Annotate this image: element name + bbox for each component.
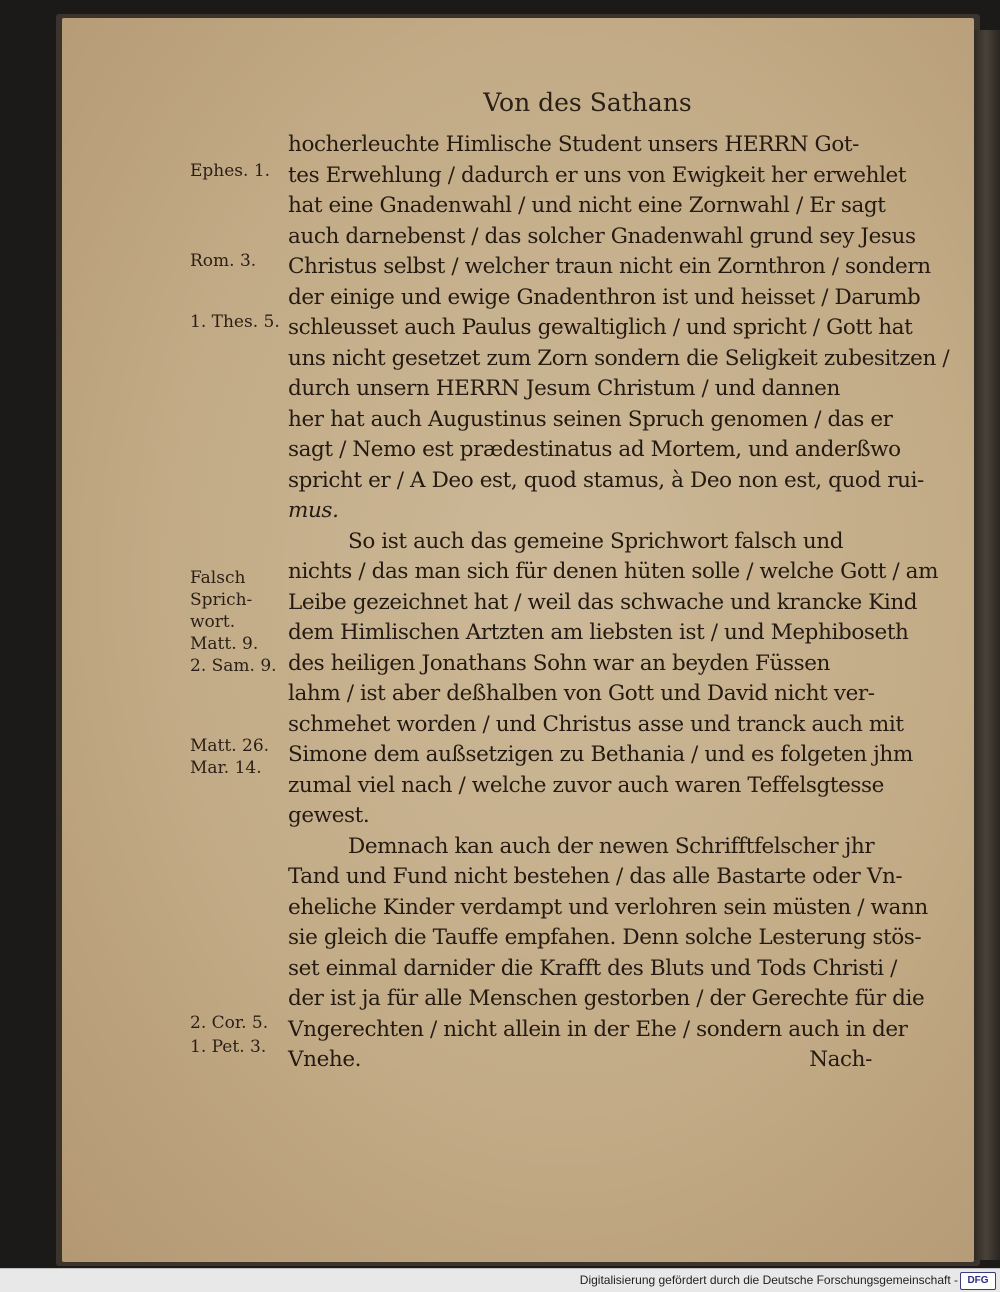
text-line: sie gleich die Tauffe empfahen. Denn solche Lesterung stös-: [288, 925, 922, 950]
text-line: Tand und Fund nicht bestehen / das alle Bastarte oder Vn-: [288, 864, 903, 889]
dfg-logo: DFG: [960, 1272, 996, 1290]
paragraph-start: Demnach kan auch der newen Schrifftfelscher jhr: [348, 833, 875, 859]
text-line: der ist ja für alle Menschen gestorben / der Gerechte für die: [288, 986, 925, 1011]
margin-note: Sprich-: [190, 590, 253, 610]
text-line: zumal viel nach / welche zuvor auch waren Teffelsgtesse: [288, 772, 884, 798]
text-line: der einige und ewige Gnadenthron ist und heisset / Darumb: [288, 284, 921, 310]
text-line: lahm / ist aber deßhalben von Gott und David nicht ver-: [288, 681, 875, 706]
text-line: spricht er / A Deo est, quod stamus, à Deo non est, quod rui-: [288, 467, 924, 493]
catchword: Nach-: [809, 1047, 872, 1072]
text-line: schleusset auch Paulus gewaltiglich / und spricht / Gott hat: [288, 315, 913, 340]
book-spine: [972, 30, 1000, 1260]
margin-note: Ephes. 1.: [190, 161, 271, 181]
text-line: nichts / das man sich für denen hüten solle / welche Gott / am: [288, 559, 939, 584]
text-line: her hat auch Augustinus seinen Spruch genomen / das er: [288, 406, 893, 432]
text-line: dem Himlischen Artzten am liebsten ist / und Mephiboseth: [288, 620, 909, 645]
text-line: hat eine Gnadenwahl / und nicht eine Zornwahl / Er sagt: [288, 193, 886, 218]
last-line: [288, 1045, 872, 1076]
text-line: Vngerechten / nicht allein in der Ehe / sondern auch in der: [288, 1016, 908, 1042]
text-line: tes Erwehlung / dadurch er uns von Ewigkeit her erwehlet: [288, 162, 907, 188]
text-line: Christus selbst / welcher traun nicht ein Zornthron / sondern: [288, 254, 931, 279]
text-line: uns nicht gesetzet zum Zorn sondern die Seligkeit zubesitzen /: [288, 345, 950, 371]
running-head: Von des Sathans: [483, 88, 692, 117]
margin-note: 1. Pet. 3.: [190, 1037, 267, 1057]
digitization-footer: [0, 1268, 1000, 1292]
body-text: [288, 130, 950, 1076]
margin-note: Matt. 9.: [190, 634, 259, 654]
text-line: gewest.: [288, 803, 370, 828]
text-line: mus.: [288, 498, 339, 523]
text-line: auch darnebenst / das solcher Gnadenwahl grund sey Jesus: [288, 223, 916, 249]
margin-note: 1. Thes. 5.: [190, 312, 280, 332]
margin-note: 2. Sam. 9.: [190, 656, 277, 676]
footer-credit: Digitalisierung gefördert durch die Deutsche Forschungsgemeinschaft -: [579, 1273, 958, 1287]
margin-note: Rom. 3.: [190, 251, 257, 271]
paragraph-start: So ist auch das gemeine Sprichwort falsch und: [348, 528, 844, 554]
margin-note: wort.: [190, 612, 236, 632]
text-line: set einmal darnider die Krafft des Bluts und Tods Christi /: [288, 955, 897, 981]
text-line: hocherleuchte Himlische Student unsers HERRN Got-: [288, 132, 859, 157]
margin-note: Matt. 26.: [190, 736, 270, 756]
text-line: eheliche Kinder verdampt und verlohren sein müsten / wann: [288, 894, 928, 920]
margin-note: Falsch: [190, 568, 246, 588]
margin-note: Mar. 14.: [190, 758, 262, 778]
text-line: durch unsern HERRN Jesum Christum / und dannen: [288, 376, 840, 401]
text-line: sagt / Nemo est prædestinatus ad Mortem, und anderßwo: [288, 437, 901, 462]
margin-note: 2. Cor. 5.: [190, 1013, 269, 1033]
text-line: schmehet worden / und Christus asse und tranck auch mit: [288, 711, 904, 737]
text-line: Leibe gezeichnet hat / weil das schwache und krancke Kind: [288, 589, 918, 615]
text-line: Simone dem außsetzigen zu Bethania / und es folgeten jhm: [288, 742, 913, 767]
text-line: des heiligen Jonathans Sohn war an beyden Füssen: [288, 650, 831, 676]
text-line: Vnehe.: [288, 1047, 362, 1072]
